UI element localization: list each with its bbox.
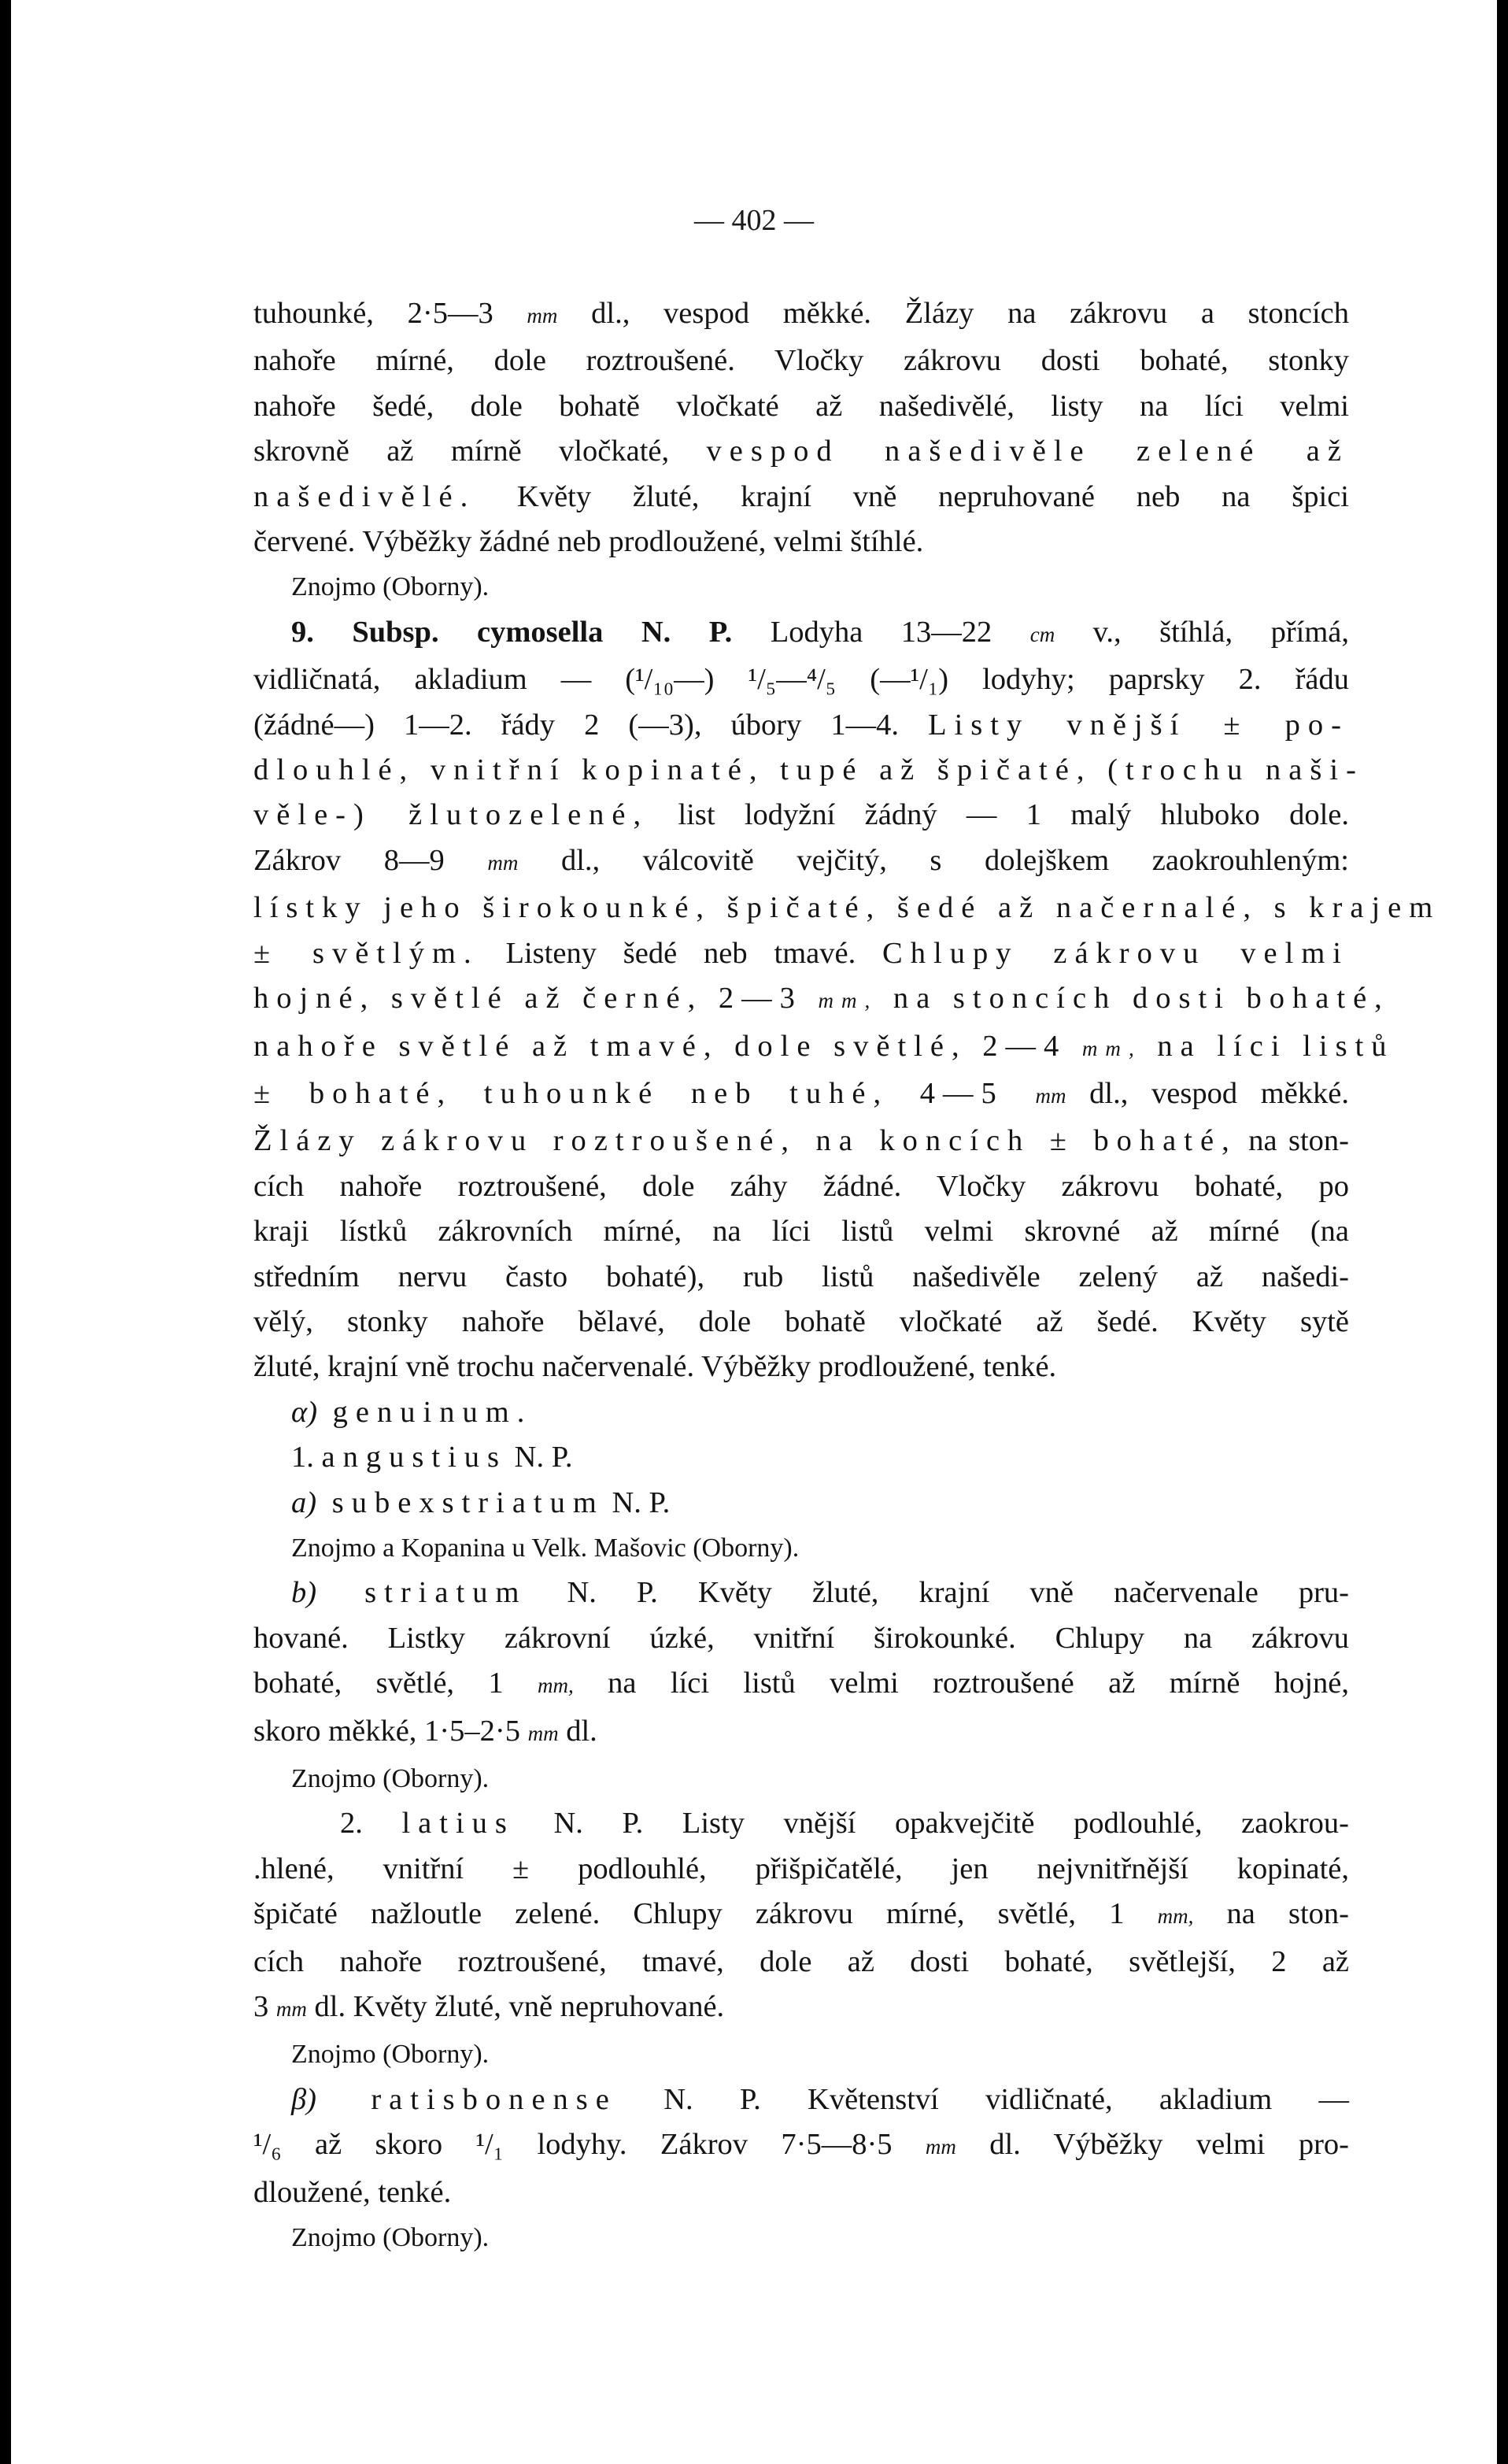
line-text: hované. Listky zákrovní úzké, vnitřní širokounké. Chlupy na zákrovu bbox=[253, 1621, 1349, 1655]
text-line bbox=[253, 886, 1441, 930]
text-line bbox=[253, 838, 1349, 886]
unit-label: cm bbox=[1029, 622, 1055, 646]
locality-line bbox=[253, 564, 1349, 609]
line-text: na ston- bbox=[1236, 1124, 1349, 1158]
line-text: červené. Výběžky žádné neb prodloužené, velmi štíhlé. bbox=[253, 525, 924, 559]
locality-text: Znojmo (Oborny). bbox=[291, 1764, 490, 1793]
line-text: dl. bbox=[558, 1714, 597, 1748]
taxon-name: latius bbox=[401, 1807, 515, 1841]
text-line bbox=[253, 793, 1349, 838]
scanned-page bbox=[11, 0, 1497, 2464]
text-line bbox=[253, 1024, 1395, 1071]
line-text: N. P. Listy vnější opakvejčitě podlouhlé, zaokrou- bbox=[514, 1807, 1350, 1841]
line-text: Zákrov 8—9 bbox=[253, 843, 488, 877]
unit-label: mm bbox=[527, 1721, 559, 1745]
text-line bbox=[253, 1119, 1349, 1164]
list-marker: β) bbox=[291, 2082, 316, 2116]
list-marker: α) bbox=[291, 1395, 318, 1429]
spaced-text: věle-) žlutozelené, bbox=[253, 798, 649, 832]
line-text: N. P. bbox=[604, 1485, 671, 1519]
text-line bbox=[253, 2170, 1349, 2215]
spaced-text: Žlázy zákrovu roztroušené, na koncích ± bohaté, bbox=[253, 1124, 1237, 1158]
unit-label: mm bbox=[527, 304, 558, 327]
line-text: Lodyha 13—22 bbox=[732, 615, 1030, 649]
list-marker: 1. bbox=[291, 1441, 322, 1474]
spaced-text: nahoře světlé až tmavé, dole světlé, 2—4 bbox=[253, 1029, 1082, 1063]
unit-label: mm bbox=[1035, 1083, 1066, 1108]
unit-label: mm, bbox=[818, 989, 878, 1013]
unit-label: mm bbox=[487, 850, 519, 875]
text-line bbox=[253, 931, 1349, 976]
text-line bbox=[253, 2122, 1349, 2170]
line-text: nahoře mírné, dole roztroušené. Vločky zákrovu dosti bohaté, stonky bbox=[253, 344, 1349, 378]
variety-heading-line bbox=[253, 1435, 1349, 1480]
list-marker: 2. bbox=[340, 1807, 402, 1841]
text-line bbox=[253, 1709, 1349, 1756]
spaced-text: ± bohaté, tuhounké neb tuhé, 4—5 bbox=[253, 1076, 1036, 1110]
variety-heading-line bbox=[253, 1801, 1349, 1846]
locality-line bbox=[253, 2032, 1349, 2077]
text-line bbox=[253, 703, 1349, 748]
taxon-name: subexstriatum bbox=[316, 1485, 604, 1519]
locality-line bbox=[253, 1526, 1349, 1571]
line-text: Listeny šedé neb tmavé. bbox=[479, 936, 883, 970]
text-line bbox=[253, 1616, 1349, 1661]
line-text: dl., válcovitě vejčitý, s dolejškem zaokrouhleným: bbox=[518, 843, 1349, 877]
text-line bbox=[253, 1255, 1349, 1300]
line-text: (žádné—) 1—2. řády 2 (—3), úbory 1—4. bbox=[253, 708, 929, 742]
line-text: N. P. bbox=[507, 1441, 573, 1474]
line-text: středním nervu často bohaté), rub listů našedivěle zelený až našedi- bbox=[253, 1260, 1349, 1293]
line-text: skoro měkké, 1·5–2·5 bbox=[253, 1714, 528, 1748]
line-text: skrovně až mírně vločkaté, bbox=[253, 435, 707, 468]
line-text: vespod měkké. bbox=[1128, 1076, 1350, 1110]
variety-heading-line bbox=[253, 1390, 1349, 1435]
line-text: dl., vespod měkké. Žlázy na zákrovu a stoncích bbox=[557, 297, 1349, 330]
variety-heading-line bbox=[253, 2077, 1349, 2122]
text-line bbox=[253, 1164, 1349, 1209]
line-text: cích nahoře roztroušené, dole záhy žádné. Vločky zákrovu bohaté, po bbox=[253, 1169, 1349, 1203]
spaced-text: dlouhlé, vnitřní kopinaté, tupé až špičaté, (trochu naši- bbox=[253, 753, 1364, 787]
line-text: dloužené, tenké. bbox=[253, 2175, 452, 2209]
taxon-name: angustius bbox=[321, 1441, 508, 1474]
subspecies-name: 9. Subsp. cymosella N. P. bbox=[291, 615, 733, 649]
text-line bbox=[253, 339, 1349, 383]
taxon-name: striatum bbox=[316, 1576, 527, 1610]
line-text: žluté, krajní vně trochu načervenalé. Výběžky prodloužené, tenké. bbox=[253, 1350, 1057, 1384]
text-line bbox=[253, 657, 1349, 702]
line-text: tuhounké, 2·5—3 bbox=[253, 297, 527, 330]
unit-label: mm, bbox=[538, 1674, 574, 1698]
text-line bbox=[253, 1940, 1349, 1985]
text-line bbox=[253, 748, 1364, 793]
unit-label: mm, bbox=[1157, 1904, 1194, 1929]
text-line bbox=[253, 1071, 1349, 1119]
page-number: — 402 — bbox=[694, 204, 814, 237]
line-text: dl. Květy žluté, vně nepruhované. bbox=[306, 1990, 725, 2024]
line-text: dl., bbox=[1066, 1076, 1129, 1110]
unit-label: mm, bbox=[1081, 1036, 1142, 1060]
text-line bbox=[253, 1345, 1349, 1389]
line-text: na ston- bbox=[1193, 1897, 1349, 1931]
locality-text: Znojmo (Oborny). bbox=[291, 572, 490, 602]
locality-line bbox=[253, 2215, 1349, 2260]
text-line bbox=[253, 520, 1349, 564]
spaced-text: Listy vnější ± po- bbox=[928, 708, 1349, 742]
line-text: 3 bbox=[253, 1990, 276, 2024]
text-line bbox=[253, 1300, 1349, 1345]
line-text: v., štíhlá, přímá, bbox=[1055, 615, 1349, 649]
line-text: .hlené, vnitřní ± podlouhlé, přišpičatělé, jen nejvnitřnější kopinaté, bbox=[253, 1852, 1349, 1885]
text-line bbox=[253, 976, 1390, 1023]
page-text bbox=[253, 291, 1441, 2260]
text-line bbox=[253, 291, 1349, 339]
text-line bbox=[253, 1847, 1349, 1892]
line-text: N. P. Květy žluté, krajní vně načervenale pru- bbox=[527, 1576, 1349, 1610]
text-line bbox=[253, 384, 1349, 429]
locality-text: Znojmo (Oborny). bbox=[291, 2223, 490, 2253]
line-text: na líci listů velmi roztroušené až mírně hojné, bbox=[573, 1667, 1349, 1700]
locality-text: Znojmo a Kopanina u Velk. Mašovic (Oborny). bbox=[291, 1533, 800, 1563]
line-text: špičaté nažloutle zelené. Chlupy zákrovu mírné, světlé, 1 bbox=[253, 1897, 1158, 1931]
text-line bbox=[253, 1985, 1349, 2032]
text-line bbox=[253, 1209, 1349, 1254]
text-line bbox=[253, 1892, 1349, 1939]
spaced-text: vespod našedivěle zelené až bbox=[706, 435, 1350, 468]
unit-label: mm bbox=[925, 2135, 956, 2159]
spaced-text: na líci listů bbox=[1141, 1029, 1395, 1063]
subspecies-heading-line bbox=[253, 610, 1349, 657]
text-line bbox=[253, 1661, 1349, 1708]
locality-line bbox=[253, 1756, 1349, 1801]
spaced-text: na stoncích dosti bohaté, bbox=[878, 982, 1390, 1016]
line-text: dl. Výběžky velmi pro- bbox=[955, 2128, 1349, 2162]
spaced-text: ± světlým. bbox=[253, 936, 479, 970]
spaced-text: našedivělé. bbox=[253, 479, 476, 513]
list-marker: a) bbox=[291, 1485, 317, 1519]
line-text: bohaté, světlé, 1 bbox=[253, 1667, 538, 1700]
line-text: N. P. Květenství vidličnaté, akladium — bbox=[616, 2082, 1349, 2116]
line-text: ¹/₆ až skoro ¹/₁ lodyhy. Zákrov 7·5—8·5 bbox=[253, 2128, 926, 2162]
line-text: kraji lístků zákrovních mírné, na líci listů velmi skrovné až mírné (na bbox=[253, 1215, 1349, 1249]
line-text: list lodyžní žádný — 1 malý hluboko dole. bbox=[649, 798, 1349, 832]
line-text: vělý, stonky nahoře bělavé, dole bohatě vločkaté až šedé. Květy sytě bbox=[253, 1304, 1349, 1338]
list-marker: b) bbox=[291, 1576, 317, 1610]
spaced-text: lístky jeho širokounké, špičaté, šedé až načernalé, s krajem bbox=[253, 891, 1441, 925]
spaced-text: hojné, světlé až černé, 2—3 bbox=[253, 982, 819, 1016]
text-line bbox=[253, 475, 1349, 520]
taxon-name: genuinum. bbox=[317, 1395, 533, 1429]
locality-text: Znojmo (Oborny). bbox=[291, 2040, 490, 2070]
line-text: vidličnatá, akladium — (¹/₁₀—) ¹/₅—⁴/₅ (—¹/₁) lodyhy; paprsky 2. řádu bbox=[253, 663, 1349, 697]
variety-heading-line bbox=[253, 1571, 1349, 1615]
taxon-name: ratisbonense bbox=[316, 2082, 617, 2116]
unit-label: mm bbox=[275, 1997, 307, 2022]
line-text: Květy žluté, krajní vně nepruhované neb na špici bbox=[475, 479, 1349, 513]
line-text: cích nahoře roztroušené, tmavé, dole až dosti bohaté, světlejší, 2 až bbox=[253, 1944, 1349, 1978]
text-line bbox=[253, 429, 1349, 474]
variety-heading-line bbox=[253, 1481, 1349, 1526]
line-text: nahoře šedé, dole bohatě vločkaté až našedivělé, listy na líci velmi bbox=[253, 389, 1349, 423]
spaced-text: Chlupy zákrovu velmi bbox=[882, 936, 1349, 970]
